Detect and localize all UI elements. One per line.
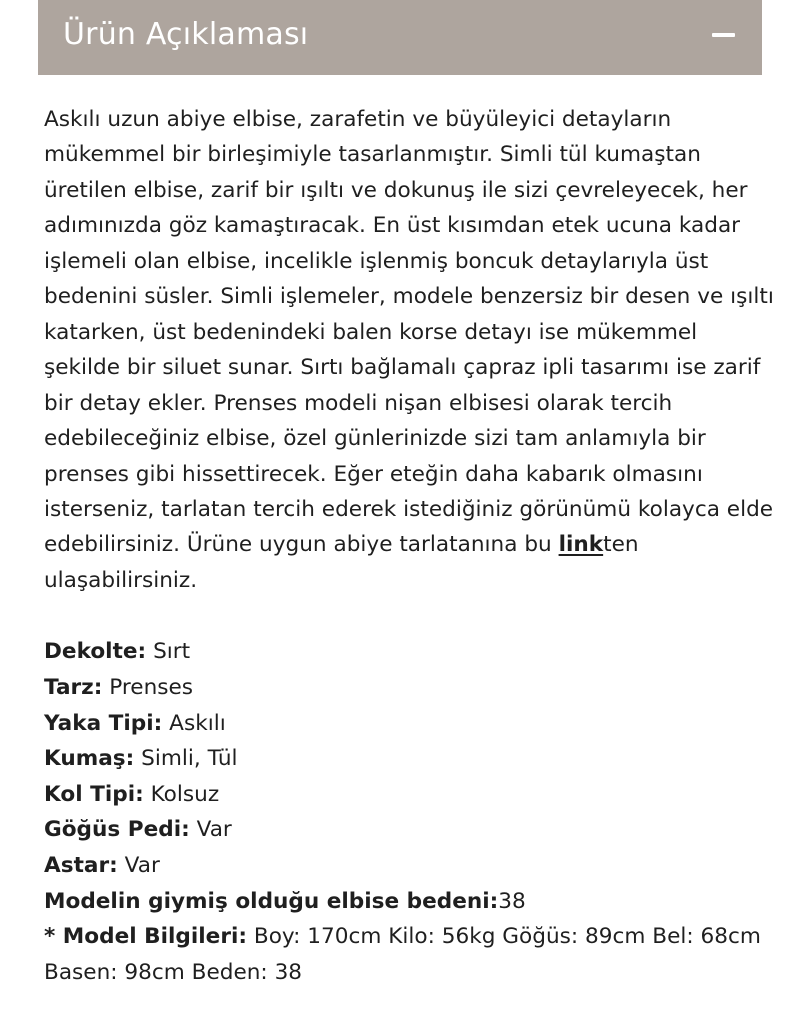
spec-value: Var <box>189 817 232 843</box>
spec-label: Yaka Tipi: <box>44 710 163 736</box>
spec-value: Sırt <box>146 639 191 665</box>
spec-value: Simli, Tül <box>134 746 238 772</box>
spec-row-tarz <box>44 670 774 706</box>
spec-row-astar <box>44 848 774 884</box>
spec-label: Astar: <box>44 852 118 878</box>
spec-label: * Model Bilgileri: <box>44 924 248 950</box>
minus-bar <box>712 33 735 37</box>
tarlatan-link[interactable]: link <box>558 532 604 558</box>
spec-value: 38 <box>498 888 526 914</box>
spec-label: Tarz: <box>44 674 103 700</box>
accordion-header[interactable] <box>38 0 762 75</box>
product-description <box>44 102 774 598</box>
spec-row-kumas <box>44 741 774 777</box>
accordion-title: Ürün Açıklaması <box>63 17 309 52</box>
spec-label: Modelin giymiş olduğu elbise bedeni: <box>44 888 499 914</box>
spec-label: Kol Tipi: <box>44 781 144 807</box>
description-text: Askılı uzun abiye elbise, zarafetin ve büyüleyici detayların mükemmel bir birleşimiyle tasarlanmıştır. Simli tül kumaştan üretilen elbise, zarif bir ışıltı ve dokunuş ile sizi çevreleyecek, her adımınızda göz kamaştıracak. En üst kısımdan etek ucuna kadar işlemeli olan elbise, incelikle işlenmiş boncuk detaylarıyla üst bedenini süsler. Simli işlemeler, modele benzersiz bir desen ve ışıltı katarken, üst bedenindeki balen korse detayı ise mükemmel şekilde bir siluet sunar. Sırtı bağlamalı çapraz ipli tasarımı ise zarif bir detay ekler. Prenses modeli nişan elbisesi olarak tercih edebileceğiniz elbise, özel günlerinizde sizi tam anlamıyla bir prenses gibi hissettirecek. Eğer eteğin daha kabarık olmasını isterseniz, tarlatan tercih ederek istediğiniz görünümü kolayca elde edebilirsiniz. Ürüne uygun abiye tarlatanına bu <box>44 107 774 558</box>
spec-value: Var <box>117 852 160 878</box>
spec-label: Kumaş: <box>44 746 135 772</box>
spec-value: Boy: 170cm Kilo: 56kg Göğüs: 89cm Bel: 68cm Basen: 98cm Beden: 38 <box>44 924 761 985</box>
spec-row-model-bilgileri <box>44 919 774 990</box>
product-description-panel <box>44 102 774 990</box>
description-paragraph <box>44 102 774 598</box>
spec-row-yaka-tipi <box>44 706 774 742</box>
product-specs <box>44 634 774 990</box>
spec-row-dekolte <box>44 634 774 670</box>
spec-label: Göğüs Pedi: <box>44 817 190 843</box>
spec-label: Dekolte: <box>44 639 147 665</box>
spec-value: Kolsuz <box>143 781 220 807</box>
description-text-end: ten ulaşabilirsiniz. <box>44 532 639 593</box>
spec-row-kol-tipi <box>44 777 774 813</box>
minus-icon[interactable] <box>708 20 738 50</box>
spec-row-gogus-pedi <box>44 812 774 848</box>
spec-value: Prenses <box>102 674 194 700</box>
spec-row-model-beden <box>44 884 774 920</box>
spec-value: Askılı <box>162 710 226 736</box>
